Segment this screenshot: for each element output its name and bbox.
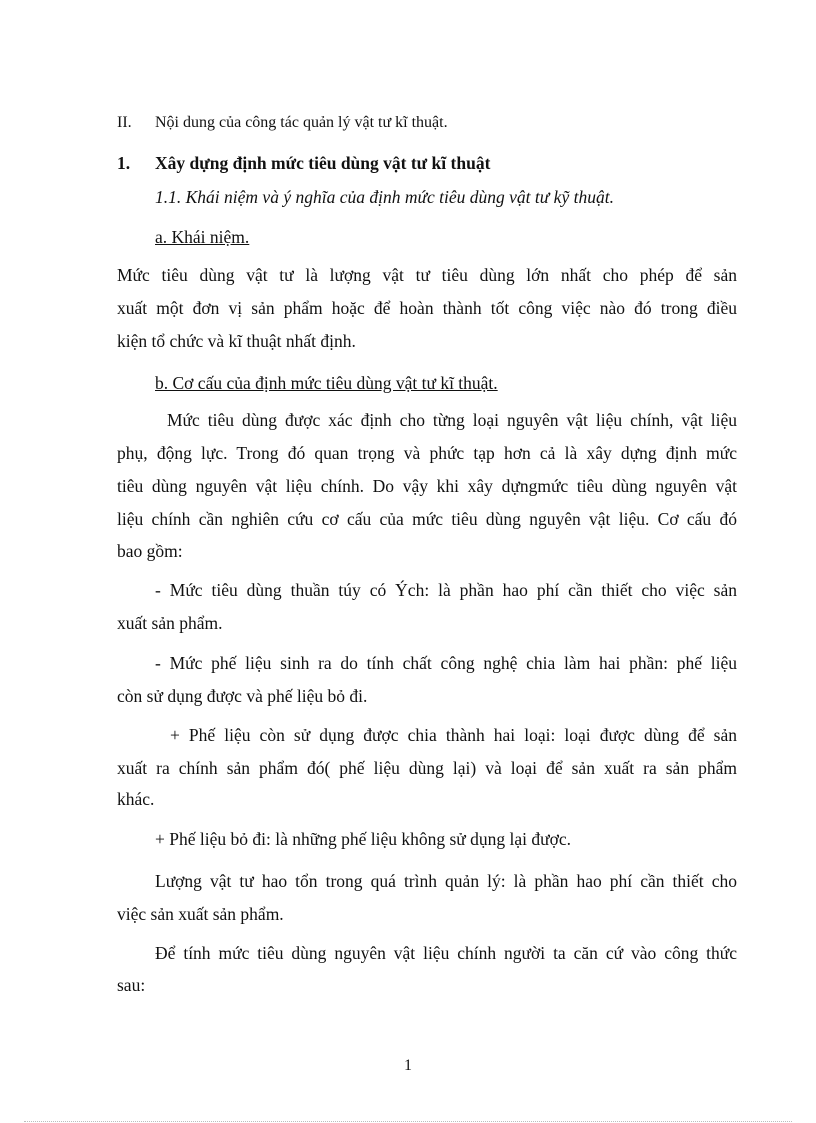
paragraph-line: - Mức tiêu dùng thuần túy có Ých: là phần hao phí cần thiết cho việc sản [155, 580, 737, 600]
heading-1-title: Xây dựng định mức tiêu dùng vật tư kĩ thuật [155, 153, 491, 173]
subheading-1-1: 1.1. Khái niệm và ý nghĩa của định mức tiêu dùng vật tư kỹ thuật. [155, 187, 614, 207]
paragraph-line: bao gồm: [117, 541, 183, 561]
page-number: 1 [404, 1057, 412, 1074]
paragraph-line: Để tính mức tiêu dùng nguyên vật liệu chính người ta căn cứ vào công thức [155, 943, 737, 963]
paragraph-line: phụ, động lực. Trong đó quan trọng và phức tạp hơn cả là xây dựng định mức [117, 443, 737, 463]
paragraph-line: kiện tổ chức và kĩ thuật nhất định. [117, 331, 356, 351]
section-title: Nội dung của công tác quản lý vật tư kĩ thuật. [155, 114, 448, 131]
paragraph-line: Mức tiêu dùng vật tư là lượng vật tư tiêu dùng lớn nhất cho phép để sản [117, 265, 737, 285]
paragraph-line: xuất sản phẩm. [117, 613, 223, 633]
subheading-b: b. Cơ cấu của định mức tiêu dùng vật tư kĩ thuật. [155, 373, 498, 393]
paragraph-line: việc sản xuất sản phẩm. [117, 904, 284, 924]
subheading-a: a. Khái niệm. [155, 227, 250, 247]
paragraph-line: Mức tiêu dùng được xác định cho từng loại nguyên vật liệu chính, vật liệu [167, 410, 737, 430]
paragraph-line: xuất ra chính sản phẩm đó( phế liệu dùng lại) và loại để sản xuất ra sản phẩm [117, 758, 737, 778]
paragraph-line: liệu chính cần nghiên cứu cơ cấu của mức tiêu dùng nguyên vật liệu. Cơ cấu đó [117, 509, 737, 529]
heading-1-number: 1. [117, 153, 131, 173]
paragraph-line: khác. [117, 789, 155, 809]
section-number: II. [117, 114, 132, 131]
paragraph-line: còn sử dụng được và phế liệu bỏ đi. [117, 686, 368, 706]
paragraph-line: + Phế liệu bỏ đi: là những phế liệu không sử dụng lại được. [155, 829, 572, 849]
paragraph-line: Lượng vật tư hao tổn trong quá trình quản lý: là phần hao phí cần thiết cho [155, 871, 737, 891]
paragraph-line: + Phế liệu còn sử dụng được chia thành hai loại: loại được dùng để sản [170, 725, 737, 745]
paragraph-line: - Mức phế liệu sinh ra do tính chất công nghệ chia làm hai phần: phế liệu [155, 653, 737, 673]
paragraph-line: xuất một đơn vị sản phẩm hoặc để hoàn thành tốt công việc nào đó trong điều [117, 298, 737, 318]
paragraph-line: sau: [117, 975, 146, 995]
paragraph-line: tiêu dùng nguyên vật liệu chính. Do vậy khi xây dựngmức tiêu dùng nguyên vật [117, 476, 737, 496]
page-bottom-border [24, 1121, 792, 1122]
